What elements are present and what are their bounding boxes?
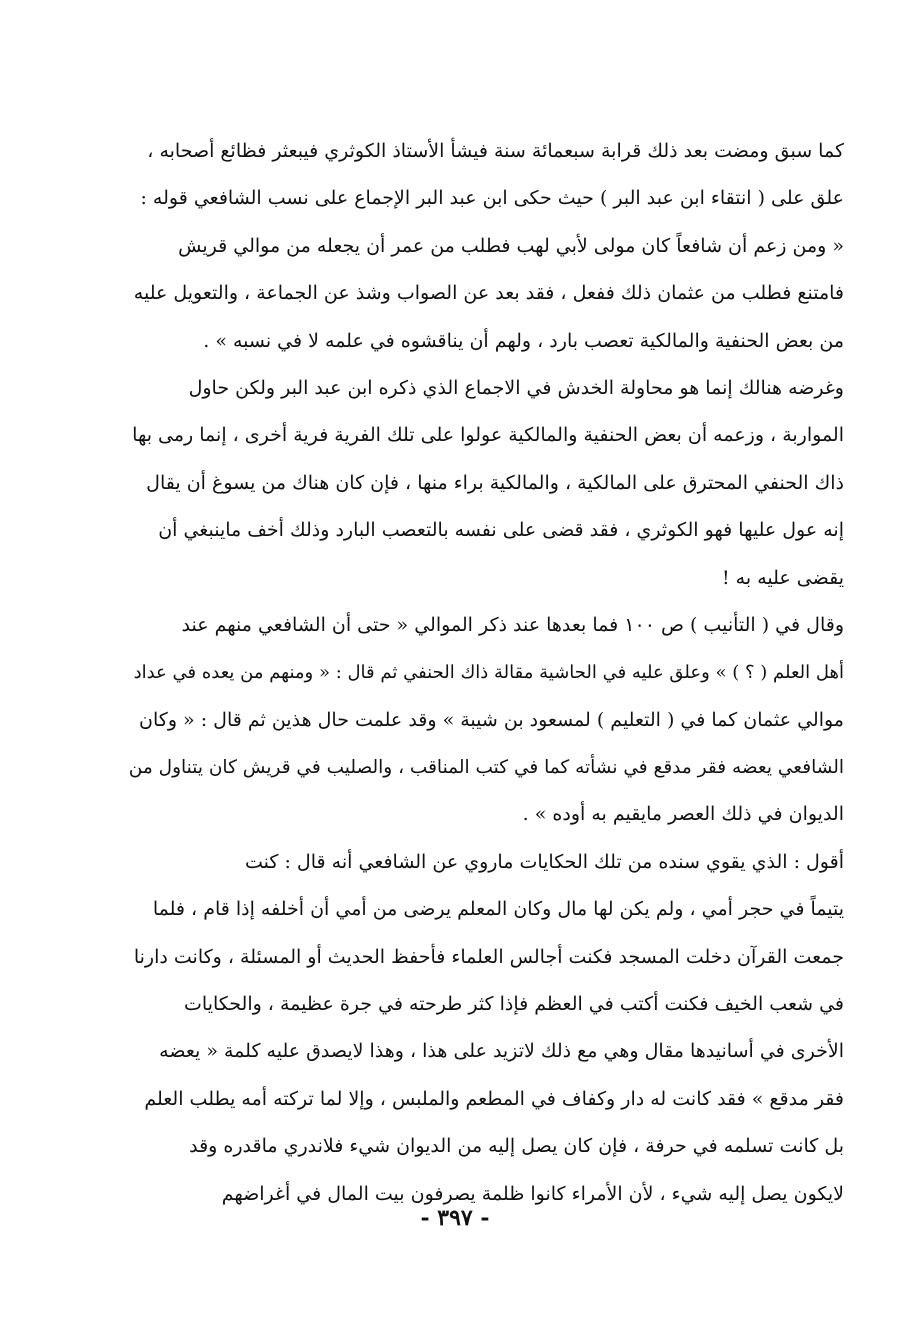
text-line: الأخرى في أسانيدها مقال وهي مع ذلك لاتزيد على هذا ، وهذا لايصدق عليه كلمة « يعضه bbox=[159, 1040, 844, 1063]
text-line: بل كانت تسلمه في حرفة ، فإن كان يصل إليه من الديوان شيء فلاندري ماقدره وقد bbox=[189, 1135, 844, 1158]
text-line: موالي عثمان كما في ( التعليم ) لمسعود بن شيبة » وقد علمت حال هذين ثم قال : « وكان bbox=[139, 708, 844, 731]
text-line: فامتنع فطلب من عثمان ذلك ففعل ، فقد بعد عن الصواب وشذ عن الجماعة ، والتعويل عليه bbox=[133, 282, 844, 305]
page-number: - ٣٩٧ - bbox=[420, 1205, 490, 1231]
text-line: يقضى عليه به ! bbox=[722, 566, 844, 589]
text-line: الشافعي يعضه فقر مدقع في نشأته كما في كتب المناقب ، والصليب في قريش كان يتناول من bbox=[128, 757, 844, 779]
text-line: لايكون يصل إليه شيء ، لأن الأمراء كانوا ظلمة يصرفون بيت المال في أغراضهم bbox=[221, 1182, 844, 1205]
text-line: يتيماً في حجر أمي ، ولم يكن لها مال وكان المعلم يرضى من أمي أن أخلفه إذا قام ، فلما bbox=[152, 898, 844, 921]
text-line: علق على ( انتقاء ابن عبد البر ) حيث حكى ابن عبد البر الإجماع على نسب الشافعي قوله : bbox=[140, 187, 844, 210]
text-line: إنه عول عليها فهو الكوثري ، فقد قضى على نفسه بالتعصب البارد وذلك أخف ماينبغي أن bbox=[158, 519, 844, 542]
body-text bbox=[118, 128, 844, 1218]
text-line: وغرضه هنالك إنما هو محاولة الخدش في الاجماع الذي ذكره ابن عبد البر ولكن حاول bbox=[188, 376, 844, 399]
text-line: « ومن زعم أن شافعاً كان مولى لأبي لهب فطلب من عمر أن يجعله من موالي قريش bbox=[178, 234, 844, 257]
text-line: أهل العلم ( ؟ ) » وعلق عليه في الحاشية مقالة ذاك الحنفي ثم قال : « ومنهم من يعده في عداد bbox=[133, 662, 844, 684]
text-line: في شعب الخيف فكنت أكتب في العظم فإذا كثر طرحته في جرة عظيمة ، والحكايات bbox=[184, 993, 844, 1016]
text-line: وقال في ( التأنيب ) ص ١٠٠ فما بعدها عند ذكر الموالي « حتى أن الشافعي منهم عند bbox=[181, 613, 844, 636]
text-line: المواربة ، وزعمه أن بعض الحنفية والمالكية عولوا على تلك الفرية فرية أخرى ، إنما رمى بها bbox=[132, 424, 844, 447]
text-line: ذاك الحنفي المحترق على المالكية ، والمالكية براء منها ، فإن كان هناك من يسوغ أن يقال bbox=[146, 471, 844, 494]
text-line: فقر مدقع » فقد كانت له دار وكفاف في المطعم والملبس ، وإلا لما تركته أمه يطلب العلم bbox=[144, 1087, 844, 1110]
text-line: من بعض الحنفية والمالكية تعصب بارد ، ولهم أن يناقشوه في علمه لا في نسبه » . bbox=[203, 329, 844, 352]
text-line: الديوان في ذلك العصر مايقيم به أوده » . bbox=[522, 803, 844, 826]
text-line: أقول : الذي يقوي سنده من تلك الحكايات ماروي عن الشافعي أنه قال : كنت bbox=[245, 850, 844, 873]
text-line: كما سبق ومضت بعد ذلك قرابة سبعمائة سنة فيشأ الأستاذ الكوثري فيبعثر فظائع أصحابه ، bbox=[147, 140, 844, 162]
text-line: جمعت القرآن دخلت المسجد فكنت أجالس العلماء فأحفظ الحديث أو المسئلة ، وكانت دارنا bbox=[133, 945, 844, 968]
